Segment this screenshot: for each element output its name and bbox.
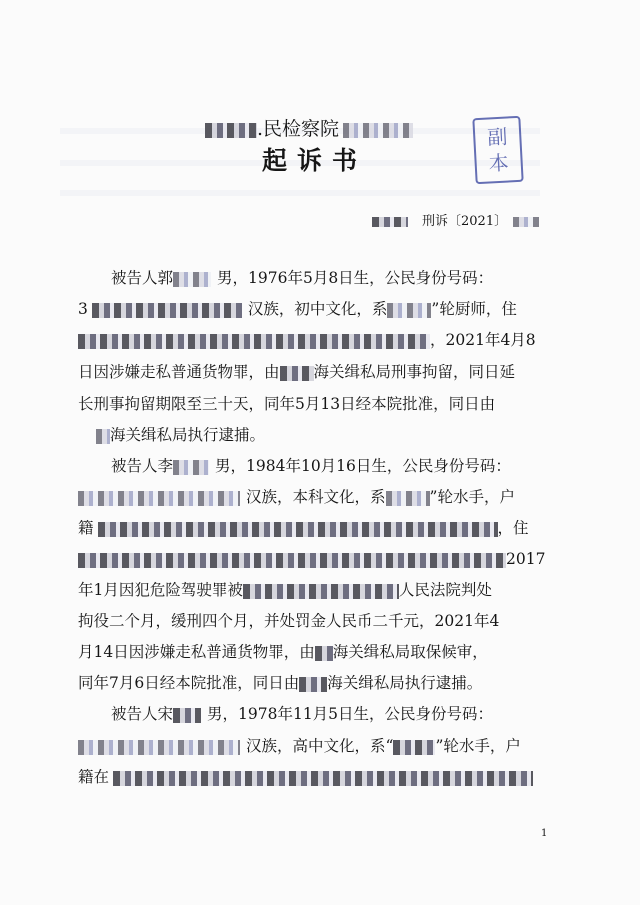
text-line: 2017 [78, 549, 545, 569]
redacted-text [387, 303, 431, 318]
redacted-text [299, 677, 327, 692]
redacted-text [78, 553, 506, 568]
text-line: 被告人宋 男，1978年11月5日生，公民身份号码： [111, 705, 494, 723]
text-line: 日因涉嫌走私普通货物罪，由 海关缉私局刑事拘留，同日延 [78, 363, 516, 381]
redacted-text [96, 429, 110, 444]
text-line: 长刑事拘留期限至三十天，同年5月13日经本院批准，同日由 [78, 395, 496, 413]
redacted-text [92, 303, 242, 318]
redacted-text [393, 740, 435, 755]
text-line: 被告人郭 男，1976年5月8日生，公民身份号码： [111, 269, 494, 287]
text-line: 月14日因涉嫌走私普通货物罪，由 海关缉私局取保候审， [78, 643, 488, 661]
text-line: 汉族，本科文化，系 ”轮水手，户 [78, 487, 515, 507]
text-line: 年1月因犯危险驾驶罪被 人民法院判处 [78, 581, 492, 599]
text-line: 籍在 [78, 767, 533, 787]
text-line: ，2021年4月8 [78, 330, 536, 350]
text-line: 海关缉私局执行逮捕。 [96, 425, 265, 445]
text-line: 拘役二个月，缓刑四个月，并处罚金人民币二千元，2021年4 [78, 612, 500, 630]
redacted-text [372, 217, 408, 227]
redacted-text [243, 584, 399, 599]
redacted-text [78, 334, 430, 349]
page-number: 1 [541, 828, 548, 839]
text-line: 被告人李 男，1984年10月16日生，公民身份号码： [111, 457, 511, 475]
redacted-text [173, 708, 201, 723]
redacted-text [173, 460, 209, 475]
redacted-text [343, 123, 413, 138]
bleed-through-line [60, 190, 540, 196]
redacted-text [315, 646, 333, 661]
text-line: 汉族，高中文化，系“ ”轮水手，户 [78, 736, 521, 756]
text-line: 同年7月6日经本院批准，同日由 海关缉私局执行逮捕。 [78, 674, 483, 692]
redacted-text [513, 217, 539, 227]
redacted-text [98, 522, 498, 537]
text-line: 籍 ，住 [78, 519, 529, 537]
redacted-text [78, 740, 240, 755]
text-line: 3 汉族，初中文化，系 ”轮厨师，住 [78, 300, 517, 318]
copy-stamp: 副 本 [472, 116, 523, 184]
redacted-text [280, 366, 314, 381]
redacted-text [78, 491, 240, 506]
agency-name: .民检察院 [205, 114, 413, 141]
redacted-text [173, 272, 211, 287]
redacted-text [386, 491, 430, 506]
document-number: 刑诉〔2021〕 [372, 210, 539, 229]
redacted-text [205, 123, 257, 138]
redacted-text [113, 771, 533, 786]
document-title: 起诉书 [262, 146, 368, 175]
